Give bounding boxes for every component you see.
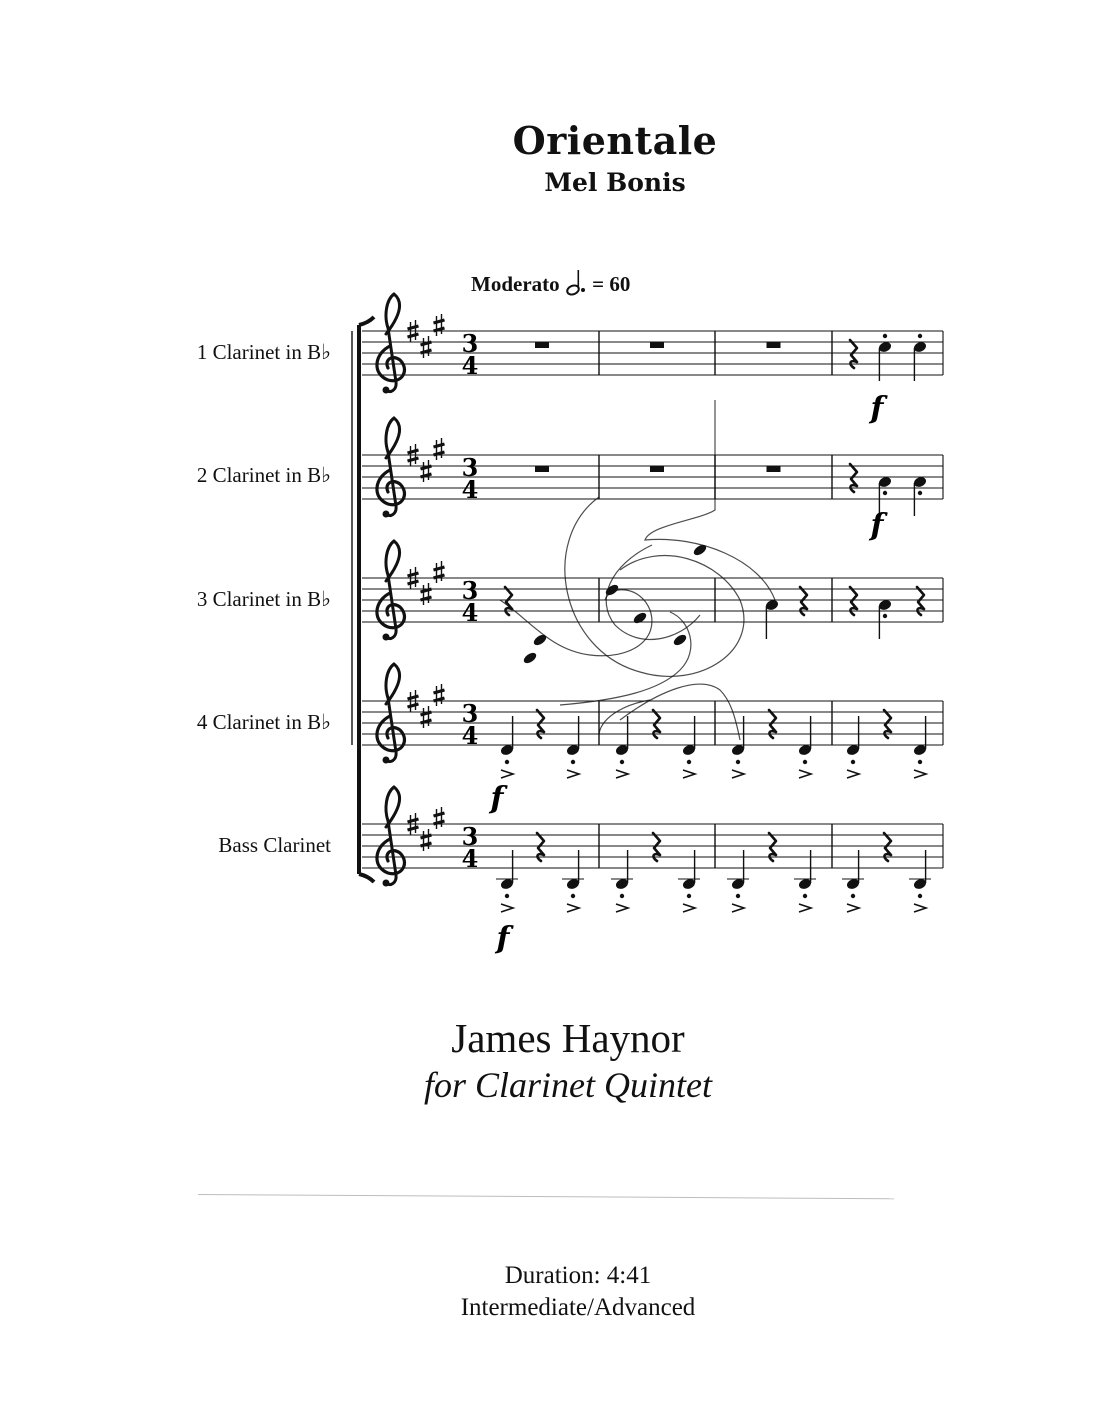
divider-line — [198, 1194, 894, 1199]
sharp-icon — [421, 706, 432, 728]
staccato-dot — [883, 491, 887, 495]
staccato-dot — [620, 894, 624, 898]
whole-rest-icon — [535, 342, 549, 348]
accent-icon — [847, 770, 859, 778]
swirl-distortion — [565, 497, 744, 676]
sharp-icon — [434, 438, 445, 460]
sharp-icon — [434, 684, 445, 706]
staccato-dot — [803, 894, 807, 898]
time-signature-numerator: 3 — [461, 453, 479, 482]
sharp-icon — [421, 829, 432, 851]
staccato-dot — [918, 894, 922, 898]
instrument-label-clarinet-3: 3 Clarinet in B♭ — [196, 587, 331, 611]
staccato-dot — [620, 760, 624, 764]
treble-clef-icon — [377, 664, 405, 764]
treble-clef-icon — [377, 541, 405, 641]
sharp-icon — [421, 460, 432, 482]
accent-icon — [567, 904, 579, 912]
staccato-dot — [687, 894, 691, 898]
staccato-dot — [736, 894, 740, 898]
accent-icon — [799, 904, 811, 912]
dynamic-marking: f — [496, 921, 510, 956]
staccato-dot — [883, 614, 887, 618]
swirl-distortion — [645, 400, 775, 600]
whole-rest-icon — [650, 342, 664, 348]
treble-clef-icon — [377, 294, 405, 394]
dynamic-marking: f — [870, 508, 884, 543]
accent-icon — [683, 770, 695, 778]
accent-icon — [732, 904, 744, 912]
sharp-icon — [434, 314, 445, 336]
staccato-dot — [687, 760, 691, 764]
accent-icon — [501, 904, 513, 912]
time-signature-denominator: 4 — [461, 475, 479, 504]
whole-rest-icon — [767, 342, 781, 348]
treble-clef-icon — [377, 418, 405, 518]
time-signature-numerator: 3 — [461, 822, 479, 851]
ensemble-subtitle: for Clarinet Quintet — [424, 1065, 712, 1105]
swirl-distortion — [560, 612, 691, 705]
accent-icon — [616, 904, 628, 912]
staccato-dot — [571, 894, 575, 898]
duration-text: Duration: 4:41 — [504, 1262, 652, 1289]
instrument-label-clarinet-1: 1 Clarinet in B♭ — [196, 340, 331, 364]
sharp-icon — [421, 336, 432, 358]
time-signature-denominator: 4 — [461, 598, 479, 627]
staccato-dot — [736, 760, 740, 764]
accent-icon — [732, 770, 744, 778]
sharp-icon — [421, 583, 432, 605]
sharp-icon — [434, 561, 445, 583]
staccato-dot — [505, 760, 509, 764]
distorted-note-head — [632, 611, 648, 626]
instrument-label-clarinet-4: 4 Clarinet in B♭ — [196, 710, 331, 734]
arranger-name: James Haynor — [451, 1015, 685, 1061]
time-signature-numerator: 3 — [461, 576, 479, 605]
time-signature-numerator: 3 — [461, 699, 479, 728]
time-signature-denominator: 4 — [461, 844, 479, 873]
whole-rest-icon — [535, 466, 549, 472]
whole-rest-icon — [767, 466, 781, 472]
accent-icon — [799, 770, 811, 778]
staccato-dot — [851, 894, 855, 898]
accent-icon — [683, 904, 695, 912]
tempo-label: Moderato — [471, 272, 560, 296]
staccato-dot — [918, 334, 922, 338]
accent-icon — [616, 770, 628, 778]
piece-title: Orientale — [512, 118, 718, 163]
staccato-dot — [505, 894, 509, 898]
staccato-dot — [571, 760, 575, 764]
staccato-dot — [918, 491, 922, 495]
time-signature-denominator: 4 — [461, 351, 479, 380]
staccato-dot — [803, 760, 807, 764]
distorted-note-head — [522, 651, 538, 666]
accent-icon — [501, 770, 513, 778]
dynamic-marking: f — [490, 781, 504, 816]
accent-icon — [914, 904, 926, 912]
distorted-note-head — [532, 633, 548, 648]
tempo-value: = 60 — [592, 272, 631, 296]
staccato-dot — [883, 334, 887, 338]
difficulty-level: Intermediate/Advanced — [460, 1294, 696, 1321]
whole-rest-icon — [650, 466, 664, 472]
accent-icon — [567, 770, 579, 778]
instrument-label-bass-clarinet: Bass Clarinet — [218, 833, 331, 857]
instrument-label-clarinet-2: 2 Clarinet in B♭ — [196, 463, 331, 487]
dynamic-marking: f — [870, 391, 884, 426]
staccato-dot — [851, 760, 855, 764]
treble-clef-icon — [377, 787, 405, 887]
accent-icon — [914, 770, 926, 778]
composer-name: Mel Bonis — [544, 168, 686, 197]
time-signature-numerator: 3 — [461, 329, 479, 358]
time-signature-denominator: 4 — [461, 721, 479, 750]
accent-icon — [847, 904, 859, 912]
sharp-icon — [434, 807, 445, 829]
staccato-dot — [918, 760, 922, 764]
